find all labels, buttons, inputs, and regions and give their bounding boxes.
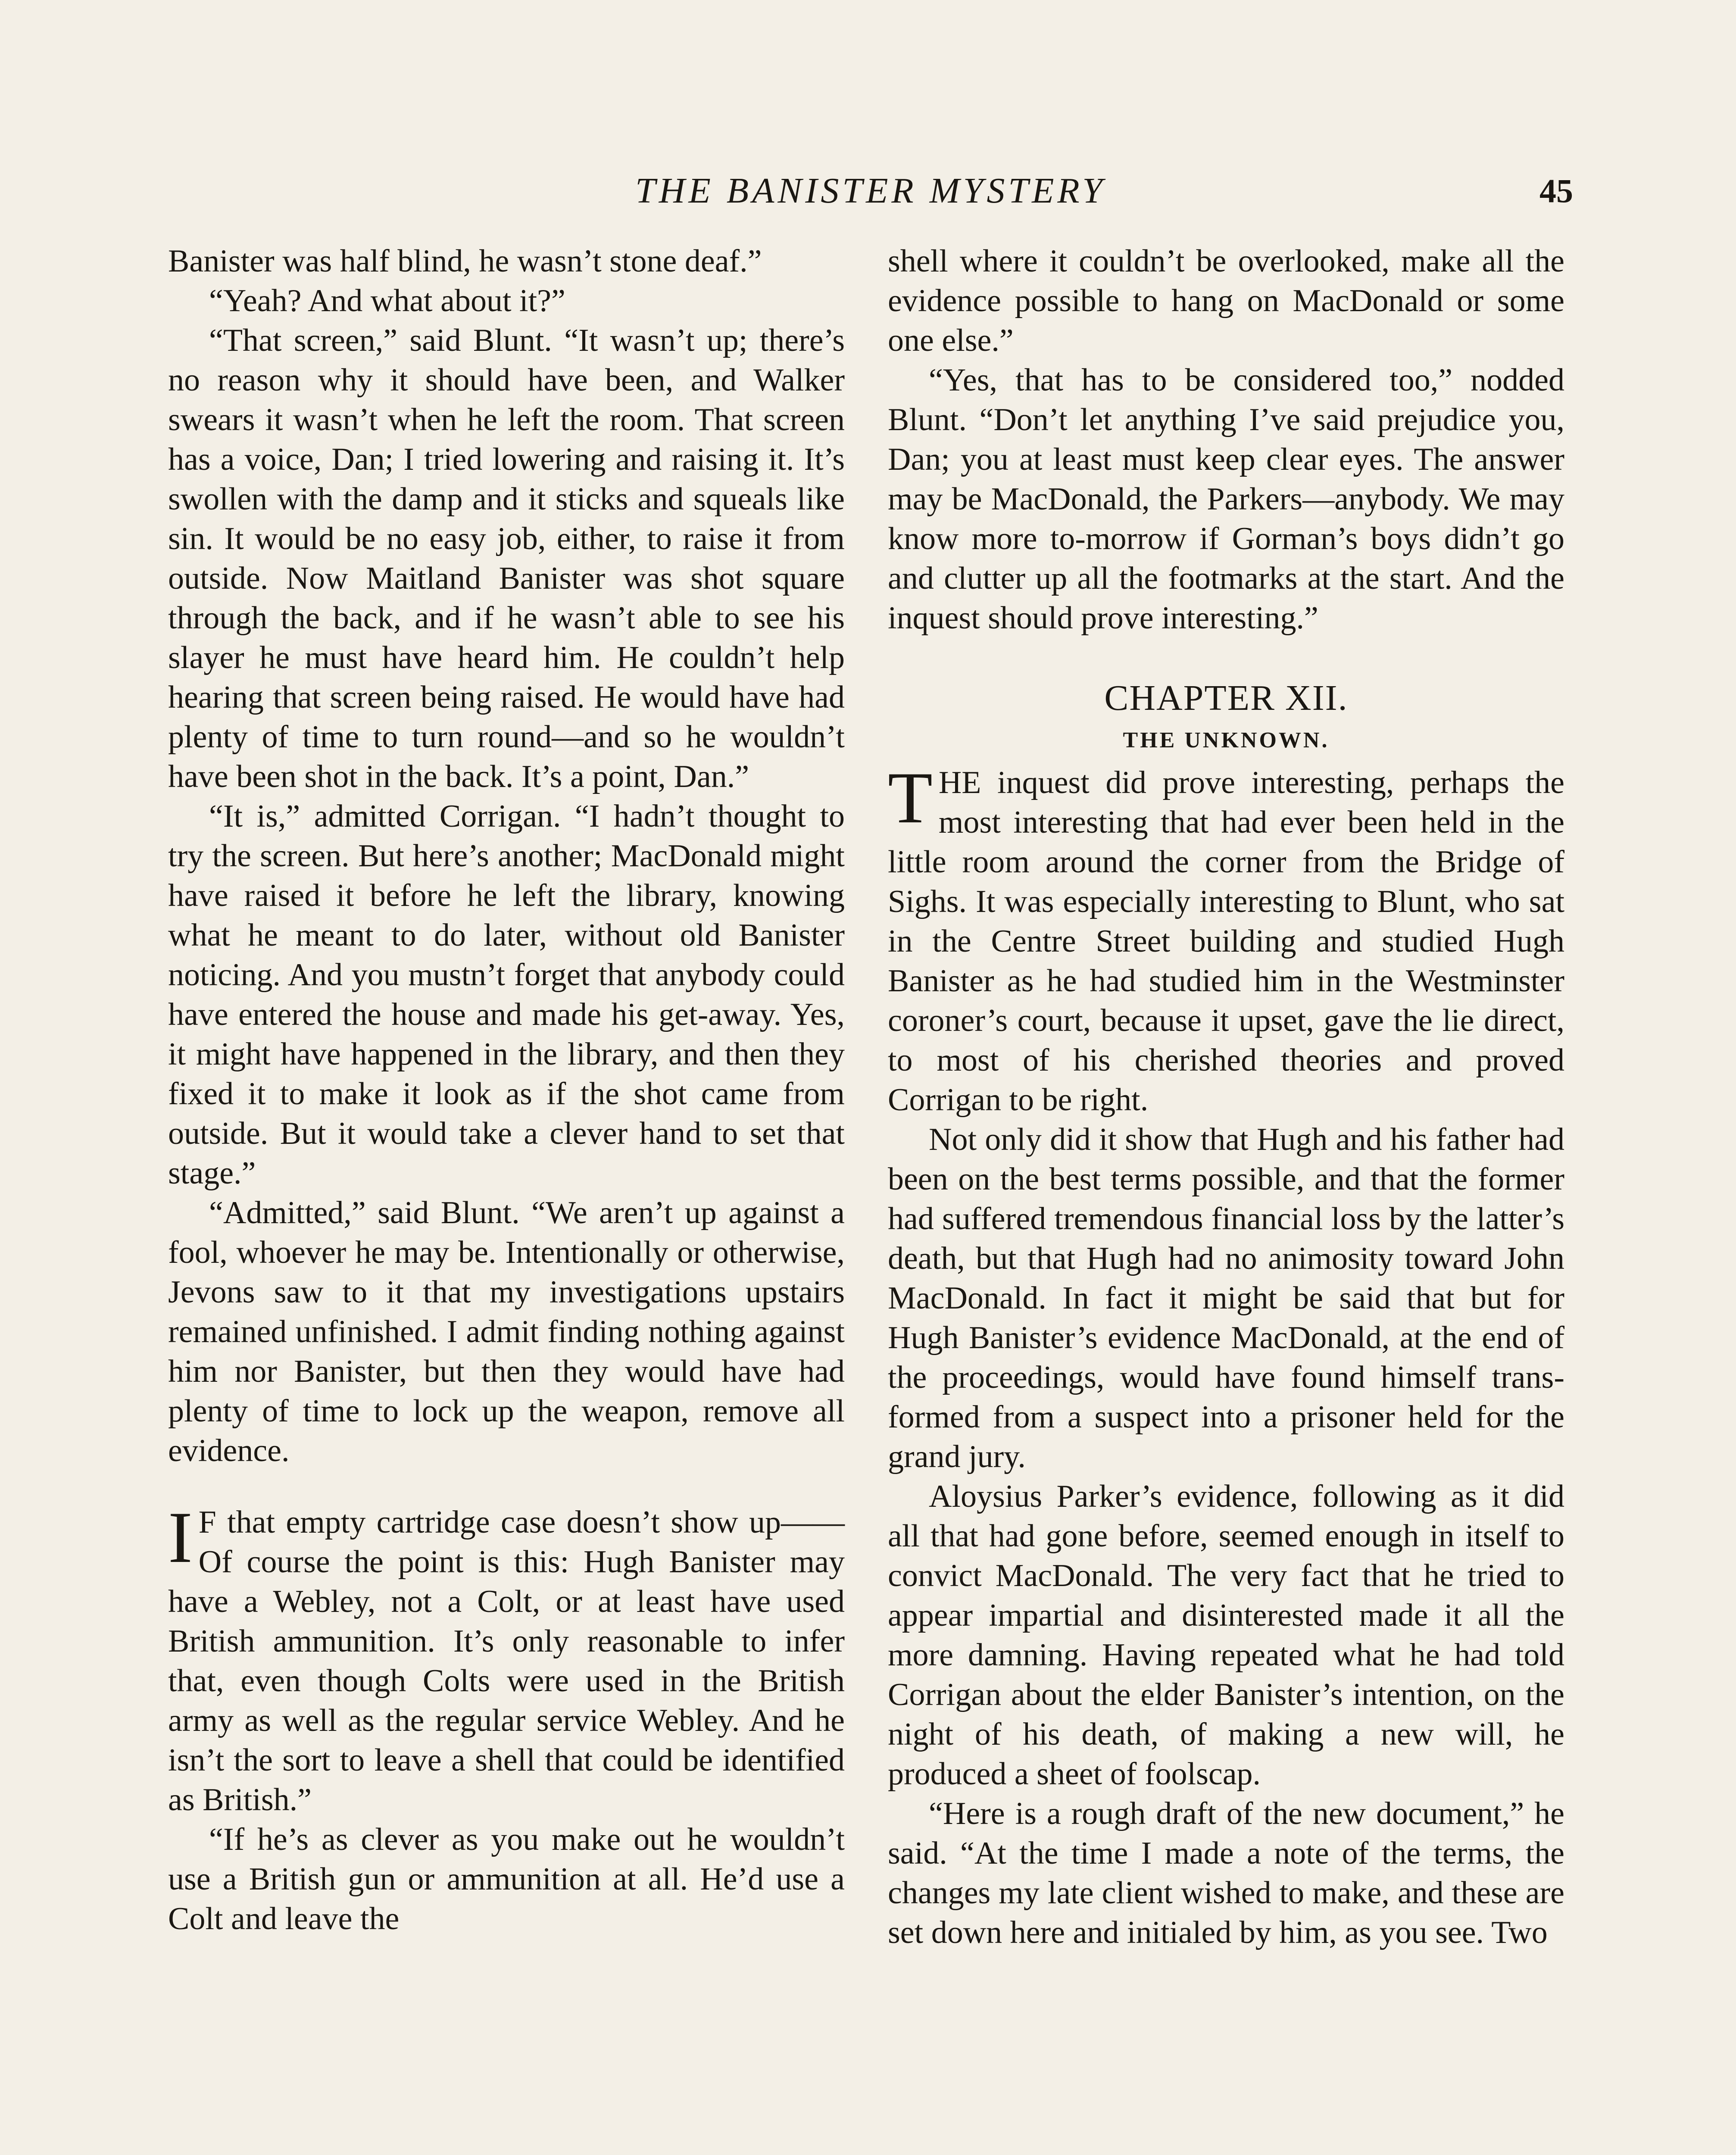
left-column — [168, 241, 845, 1939]
paragraph: “It is,” admitted Corrigan. “I hadn’t thought to try the screen. But here’s another; MacDonald might have raised it before he left the library, knowing what he meant to do later, without old Banister noticing. And you mustn’t forget that anybody could have entered the house and made his get-away. Yes, it might have happened in the library, and then they fixed it to make it look as if the shot came from outside. But it would take a clever hand to set that stage.” — [168, 799, 845, 1191]
paragraph: “Yeah? And what about it?” — [209, 283, 565, 319]
paragraph-text: F that empty cartridge case doesn’t show up—— Of course the point is this: Hugh Banister may have a Webley, not a Colt, or at least have used British ammunition. It’s only reasonable to infer that, even though Colts were used in the British army as well as the regular service Webley. And he isn’t the sort to leave a shell that could be identified as British.” — [168, 1505, 845, 1818]
section-break — [168, 1471, 845, 1502]
paragraph-text: HE inquest did prove interesting, perhaps the most interesting that had ever been held in the little room around the corner from the Bridge of Sighs. It was especially interesting to Blunt, who sat in the Centre Street building and studied Hugh Banister as he had studied him in the Westminster coroner’s court, because it upset, gave the lie direct, to most of his cherished theories and proved Corrigan to be right. — [888, 765, 1564, 1118]
chapter-heading: CHAPTER XII. — [1104, 678, 1348, 718]
running-header — [168, 167, 1573, 215]
paragraph: “That screen,” said Blunt. “It wasn’t up; there’s no reason why it should have been, and Walker swears it wasn’t when he left the room. That screen has a voice, Dan; I tried lowering and raising it. It’s swollen with the damp and it sticks and squeals like sin. It would be no easy job, either, to raise it from outside. Now Maitland Banister was shot square through the back, and if he wasn’t able to see his slayer he must have heard him. He couldn’t help hearing that screen being raised. He would have had plenty of time to turn round—and so he wouldn’t have been shot in the back. It’s a point, Dan.” — [168, 323, 845, 794]
paragraph: “Admitted,” said Blunt. “We aren’t up against a fool, whoever he may be. Intentionally or otherwise, Jevons saw to it that my investigations upstairs remained unfinished. I admit finding nothing against him nor Banister, but then they would have had plenty of time to lock up the weapon, remove all evidence. — [168, 1195, 845, 1468]
dropcap-paragraph — [888, 757, 1564, 1120]
paragraph: shell where it couldn’t be overlooked, make all the evidence possible to hang on MacDonald or some one else.” — [888, 244, 1564, 358]
drop-cap: T — [888, 757, 933, 838]
chapter-subtitle: THE UNKNOWN. — [1123, 728, 1330, 753]
paragraph: Banister was half blind, he wasn’t stone deaf.” — [168, 244, 762, 279]
paragraph: Aloysius Parker’s evidence, following as it did all that had gone before, seemed enough in itself to convict MacDonald. The very fact that he tried to appear impartial and disinterested made it all the more damning. Having repeated what he had told Corrigan about the elder Banister’s intention, on the night of his death, of making a new will, he produced a sheet of foolscap. — [888, 1479, 1564, 1792]
right-column — [888, 241, 1564, 1952]
drop-cap: I — [168, 1497, 193, 1578]
paragraph: “Here is a rough draft of the new document,” he said. “At the time I made a note of the terms, the changes my late client wished to make, and these are set down here and initialed by him, as you see. Two — [888, 1796, 1564, 1950]
paragraph: Not only did it show that Hugh and his father had been on the best terms possible, and that the former had suffered tremendous financial loss by the latter’s death, but that Hugh had no animosity toward John MacDonald. In fact it might be said that but for Hugh Banister’s evidence MacDonald, at the end of the proceedings, would have found himself transformed from a suspect into a prisoner held for the grand jury. — [888, 1122, 1564, 1474]
page-number: 45 — [1539, 172, 1573, 209]
running-title: THE BANISTER MYSTERY — [635, 171, 1106, 211]
paragraph: “If he’s as clever as you make out he wouldn’t use a British gun or ammunition at all. He’d use a Colt and leave the — [168, 1822, 845, 1936]
paragraph: “Yes, that has to be considered too,” nodded Blunt. “Don’t let anything I’ve said prejudice you, Dan; you at least must keep clear eyes. The answer may be MacDonald, the Parkers—anybody. We may know more to-morrow if Gorman’s boys didn’t go and clutter up all the footmarks at the start. And the inquest should prove interesting.” — [888, 362, 1564, 636]
dropcap-paragraph — [168, 1497, 845, 1820]
